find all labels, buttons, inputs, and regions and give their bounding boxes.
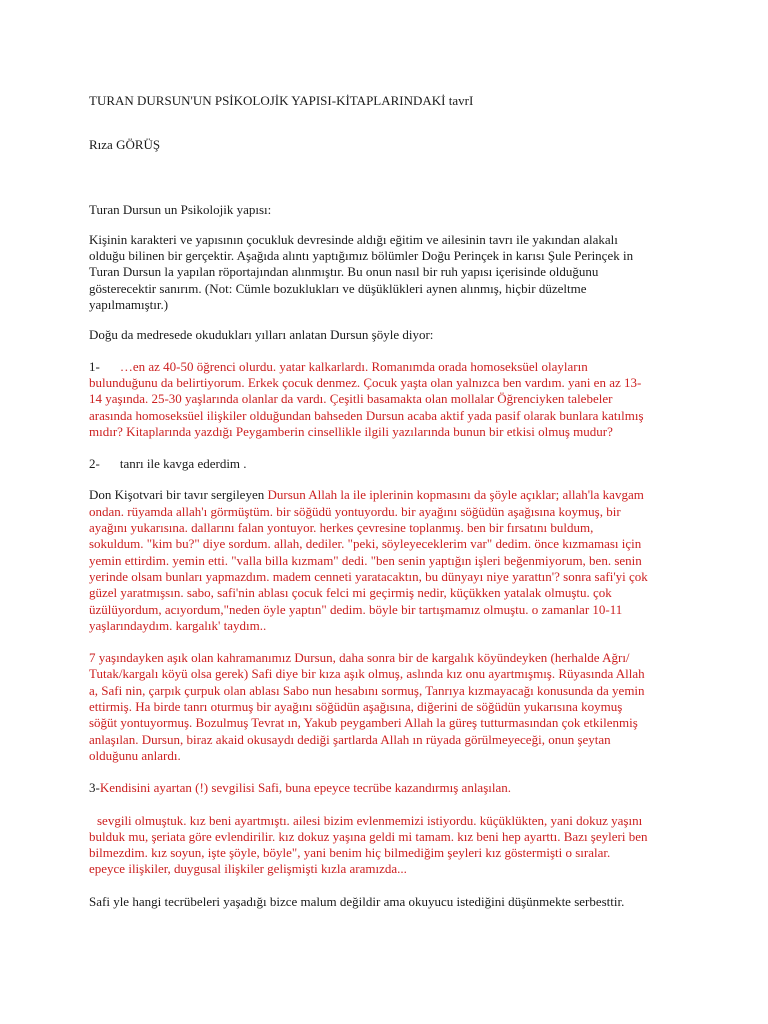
- author-name: Rıza GÖRÜŞ: [89, 137, 161, 153]
- closing-paragraph: Safi yle hangi tecrübeleri yaşadığı bizce malum değildir ama okuyucu istediğini düşünmekte serbesttir.: [89, 893, 625, 909]
- item-1: [89, 359, 649, 440]
- don-kisot-paragraph: [89, 487, 649, 634]
- intro-paragraph: Kişinin karakteri ve yapısının çocukluk devresinde aldığı eğitim ve ailesinin tavrı ile yakından alakalı olduğu bilinen bir gerçektir. Aşağıda alıntı yaptığımız bölümler Doğu Perinçek in karısı Şule Perinçek in Turan Dursun la yapılan röportajından alınmıştır. Bu onun nasıl bir ruh yapısı içerisinde olduğunu gösterecektir sanırım. (Not: Cümle bozuklukları ve düşüklükleri aynen alınmış, hiçbir düzeltme yapılmamıştır.): [89, 231, 634, 313]
- medrese-paragraph: Doğu da medresede okudukları yılları anlatan Dursun şöyle diyor:: [89, 327, 434, 343]
- don-kisot-quote: Dursun Allah la ile iplerinin kopmasını da şöyle açıklar; allah'la kavgam ondan. rüyamda allah'ı görmüştüm. bir söğüdü yontuyordu. bir ayağını söğüdün aşağısına koymuş, bir ayağını yukarısına. dallarını falan yontuyor. herkes çevresine toplanmış. ben bir fırsatını buldum, sokuldum. "kim bu?" diye sordum. allah, dediler. "peki, söyleyeceklerim var" dedim. önce kızmaması için yemin ettirdim. yemin etti. "valla billa kızmam" dedi. "ben senin yaptığın işleri beğenmiyorum, ben. senin yerinde olsam bunları yapmazdım. madem cenneti yaratacaktın, bu dünyayı niye yarattın'? sonra safi'yi çok güzel yaratmışsın. sabo, safi'nin ablası çocuk felci mi geçirmiş nedir, küçükken yatalak olmuştu. çok üzülüyordum, acıyordum,"neden öyle yaptın" dedim. böyle bir tartışmamız olmuştu. o zamanlar 10-11 yaşlarındaydım. kargalık' taydım..: [89, 487, 648, 633]
- safi-quote-paragraph: [89, 813, 649, 878]
- item-2: [89, 456, 649, 472]
- yedi-yas-paragraph: 7 yaşındayken aşık olan kahramanımız Dursun, daha sonra bir de kargalık köyündeyken (herhalde Ağrı/ Tutak/kargalı köyü olsa gerek) Safi diye bir kıza aşık olmuş, aslında kız onu ayartmışmış. Rüyasında Allah a, Safi nin, çarpık çurpuk olan ablası Sabo nun hesabını sormuş, Tanrıya kızmayacağı konusunda da yemin ettirmiş. Ha birde tanrı oturmuş bir ayağını söğüdün aşağısına, diğerini de söğüdün yukarısına koymuş söğüt yontuyormuş. Bozulmuş Tevrat ın, Yakub peygamberi Allah la güreş tutturmasından çok etkilenmiş anlaşılan. Dursun, biraz akaid okusaydı dediği şartlarda Allah ın rüyada görülmeyeceği, onun şeytan olduğunu anlardı.: [89, 650, 645, 763]
- item-2-number: 2-: [89, 456, 100, 472]
- section-heading: Turan Dursun un Psikolojik yapısı:: [89, 201, 272, 217]
- item-3: [89, 780, 649, 796]
- document-body: [89, 93, 649, 910]
- item-1-text: …en az 40-50 öğrenci olurdu. yatar kalkarlardı. Romanımda orada homoseksüel olayların bulunduğunu da belirtiyorum. Erkek çocuk denmez. Çocuk yaşta olan yalnızca ben vardım. yani en az 13-14 yaşında. 25-30 yaşlarında olanlar da vardı. Çeşitli basamakta olan mollalar Öğrenciyken talebeler arasında homoseksüel ilişkiler olduğundan bahseden Dursun acaba aktif yada pasif olarak bunlara katılmış mıdır? Kitaplarında yazdığı Peygamberin cinsellikle ilgili yazılarında bunun bir etkisi olmuş mudur?: [89, 358, 644, 439]
- item-3-number: 3-: [89, 780, 100, 796]
- item-1-number: 1-: [89, 358, 100, 374]
- item-3-text: Kendisini ayartan (!) sevgilisi Safi, buna epeyce tecrübe kazandırmış anlaşılan.: [99, 780, 512, 796]
- don-kisot-lead: Don Kişotvari bir tavır sergileyen: [89, 487, 268, 503]
- document-title: TURAN DURSUN'UN PSİKOLOJİK YAPISI-KİTAPLARINDAKİ tavrI: [89, 93, 474, 108]
- item-2-text: tanrı ile kavga ederdim .: [119, 456, 247, 472]
- safi-quote-text: sevgili olmuştuk. kız beni ayartmıştı. ailesi bizim evlenmemizi istiyordu. küçüklükten, yani dokuz yaşını bulduk mu, şeriata göre evlendirilir. kız dokuz yaşına geldi mi tamam. kız beni hep ayarttı. Bazı şeyleri ben bilmezdim. kız soyun, işte şöyle, böyle", yani benim hiç bilmediğim şeyleri kız göstermişti o sıralar. epeyce ilişkiler, duygusal ilişkiler gelişmişti kızla aramızda...: [89, 812, 648, 877]
